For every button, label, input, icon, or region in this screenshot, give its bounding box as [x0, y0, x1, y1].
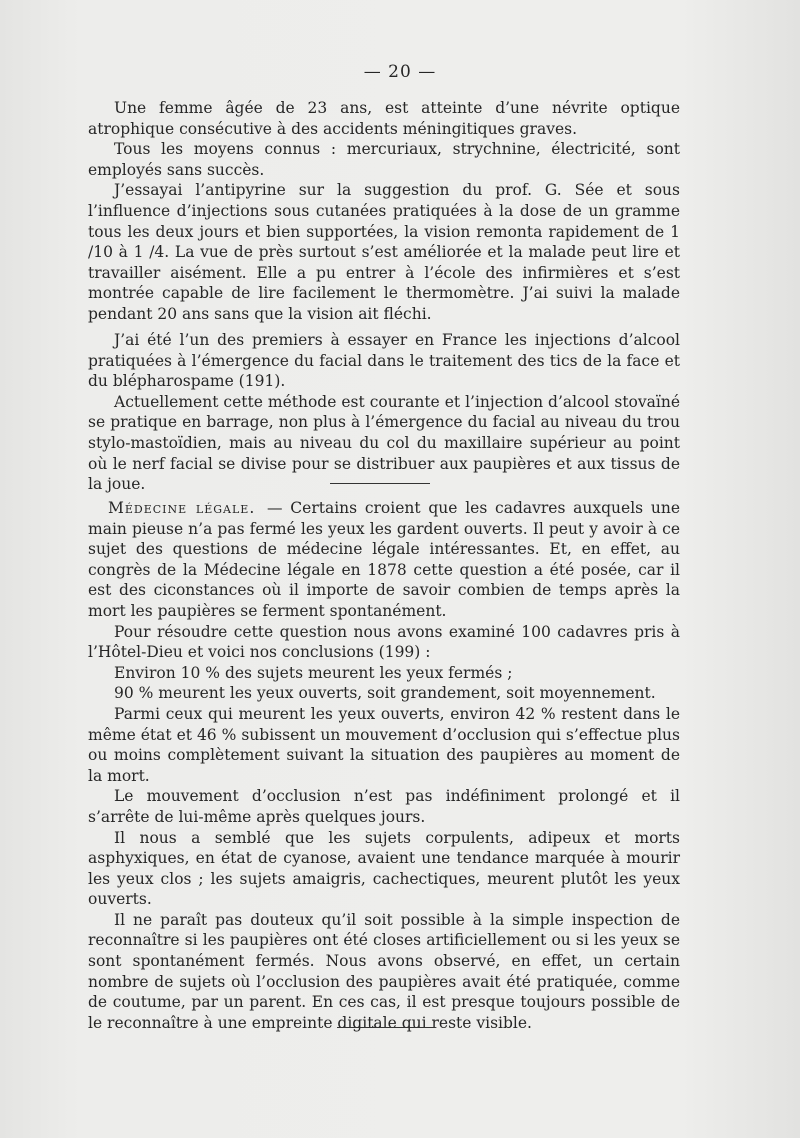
paragraph: Le mouvement d’occlusion n’est pas indéfiniment prolongé et il s’arrête de lui-même après quelques jours. — [88, 787, 680, 826]
paragraph: Tous les moyens connus : mercuriaux, strychnine, électricité, sont employés sans succès. — [88, 140, 680, 179]
paragraph: Il nous a semblé que les sujets corpulents, adipeux et morts asphyxiques, en état de cyanose, avaient une tendance marquée à mourir les yeux clos ; les sujets amaigris, cachectiques, meurent plutôt les yeux ouverts. — [88, 828, 680, 909]
section-divider — [330, 483, 430, 484]
paragraph: Il ne paraît pas douteux qu’il soit possible à la simple inspection de reconnaître si les paupières ont été closes artificiellement ou si les yeux se sont spontanément fermés. Nous avons observé, en effet, un certain nombre de sujets où l’occlusion des paupières avait été pratiquée, comme de coutume, par un parent. En ces cas, il est presque toujours possible de le reconnaître à une empreinte digitale qui reste visible. — [88, 910, 680, 1032]
paragraph — [88, 498, 680, 622]
case-report-section — [88, 98, 680, 325]
paragraph: Actuellement cette méthode est courante et l’injection d’alcool stovaïné se pratique en barrage, non plus à l’émergence du facial au niveau du trou stylo-mastoïdien, mais au niveau du col du maxillaire supérieur au point où le nerf facial se divise pour se distribuer aux paupières et aux tissus de la joue. — [88, 392, 680, 494]
page-number: — 20 — — [363, 62, 437, 82]
paragraph: Parmi ceux qui meurent les yeux ouverts, environ 42 % restent dans le même état et 46 % subissent un mouvement d’occlusion qui s’effectue plus ou moins complètement suivant la situation des paupières au moment de la mort. — [88, 704, 680, 785]
end-divider — [337, 1027, 435, 1028]
paragraph: Pour résoudre cette question nous avons examiné 100 cadavres pris à l’Hôtel-Dieu et voici nos conclusions (199) : — [88, 622, 680, 662]
paragraph: Une femme âgée de 23 ans, est atteinte d’une névrite optique atrophique consécutive à des accidents méningitiques graves. — [88, 99, 680, 138]
section-title: Médecine légale. — [108, 499, 256, 517]
paragraph: 90 % meurent les yeux ouverts, soit grandement, soit moyennement. — [114, 684, 656, 703]
em-dash: — — [267, 499, 283, 517]
paragraph: Environ 10 % des sujets meurent les yeux fermés ; — [114, 663, 513, 682]
paragraph-text: Certains croient que les cadavres auxquels une main pieuse n’a pas fermé les yeux les gardent ouverts. Il peut y avoir à ce sujet des questions de médecine légale intéressantes. Et, en effet, au congrès de la Médecine légale en 1878 cette question a été posée, car il est des ciconstances où il importe de savoir combien de temps après la mort les paupières se ferment spontanément. — [88, 499, 681, 620]
alcohol-injection-section — [88, 330, 680, 495]
paragraph: J’essayai l’antipyrine sur la suggestion du prof. G. Sée et sous l’influence d’injections sous cutanées pratiquées à la dose de un gramme tous les deux jours et bien supportées, la vision remonta rapidement de 1 /10 à 1 /4. La vue de près surtout s’est améliorée et la malade peut lire et travailler aisément. Elle a pu entrer à l’école des infirmières et s’est montrée capable de lire facilement le thermomètre. J’ai suivi la malade pendant 20 ans sans que la vision ait fléchi. — [88, 181, 680, 323]
forensic-medicine-section — [88, 498, 680, 1033]
paragraph: J’ai été l’un des premiers à essayer en France les injections d’alcool pratiquées à l’émergence du facial dans le traitement des tics de la face et du blépharospame (191). — [88, 331, 680, 391]
